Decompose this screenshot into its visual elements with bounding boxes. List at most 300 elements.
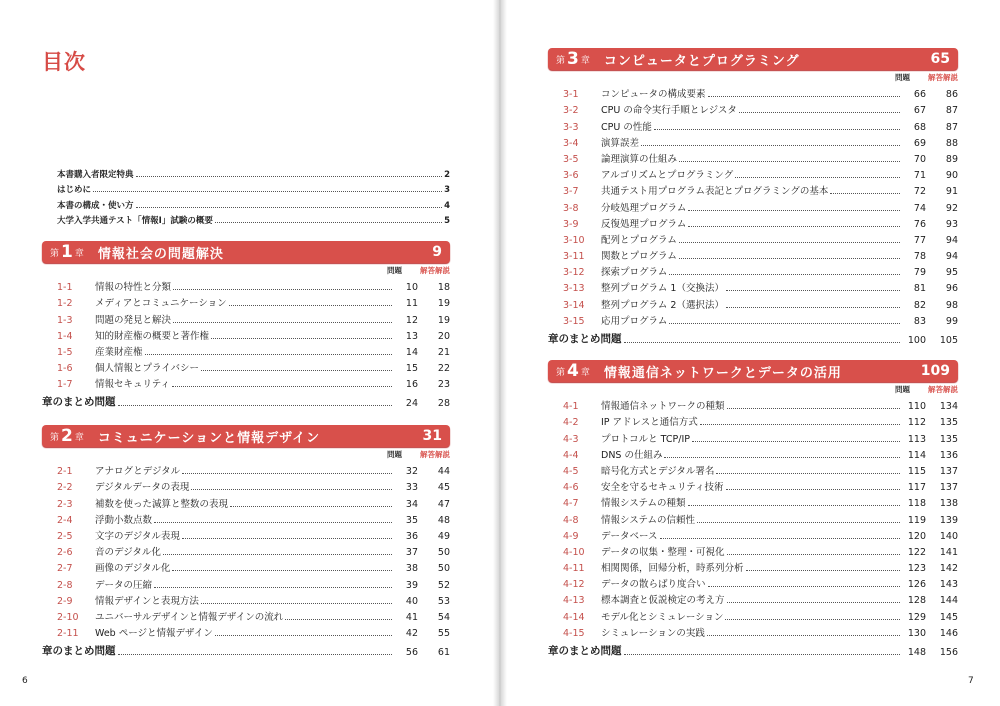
section-item[interactable] [548, 84, 958, 100]
section-title: コンピュータの構成要素 [601, 89, 706, 101]
dot-leader [688, 226, 900, 227]
dot-leader [700, 424, 900, 425]
section-number: 2-3 [57, 498, 73, 510]
section-number: 3-15 [563, 315, 585, 327]
section-item[interactable] [42, 510, 450, 526]
question-page: 110 [907, 401, 926, 413]
chapter-number: 1 [61, 242, 73, 262]
section-item[interactable] [548, 623, 958, 639]
answer-page: 49 [437, 530, 450, 542]
front-matter-page: 5 [444, 216, 450, 226]
front-matter-page: 4 [444, 200, 450, 211]
section-number: 1-2 [57, 298, 73, 310]
dot-leader [679, 258, 900, 259]
front-matter-label: 本書購入者限定特典 [57, 169, 134, 180]
section-title: プロトコルと TCP/IP [601, 433, 690, 445]
answer-page: 48 [437, 514, 450, 526]
chapter-header-bar[interactable] [548, 360, 958, 382]
question-page: 78 [913, 251, 926, 263]
answer-page: 52 [437, 579, 450, 591]
chapter-summary-item[interactable] [548, 639, 958, 658]
section-item[interactable] [548, 278, 958, 294]
section-number: 2-1 [57, 466, 73, 478]
section-item[interactable] [42, 493, 450, 509]
section-number: 3-6 [563, 170, 579, 182]
front-matter-label: 大学入学共通テスト「情報Ⅰ」試験の概要 [57, 216, 213, 226]
section-number: 2-9 [57, 595, 73, 607]
section-number: 3-7 [563, 186, 579, 198]
section-item[interactable] [548, 574, 958, 590]
section-title: アルゴリズムとプログラミング [601, 170, 734, 182]
answer-page: 146 [939, 627, 958, 639]
section-title: Web ページと情報デザイン [95, 628, 213, 640]
dot-leader [669, 323, 900, 324]
section-item[interactable] [42, 461, 450, 477]
section-number: 4-13 [563, 595, 585, 607]
chapter-summary-item[interactable] [42, 390, 450, 409]
section-title: 配列とプログラム [601, 234, 677, 246]
section-item[interactable] [42, 326, 450, 342]
answer-page: 139 [939, 514, 958, 526]
section-item[interactable] [548, 526, 958, 542]
answer-page: 22 [437, 363, 450, 375]
dot-leader [154, 587, 392, 588]
dot-leader [726, 307, 900, 308]
question-page: 39 [405, 579, 418, 591]
section-title: モデル化とシミュレーション [601, 611, 724, 623]
section-title: 知的財産権の概要と著作権 [95, 330, 210, 342]
section-title: CPU の命令実行手順とレジスタ [601, 105, 737, 117]
answer-page: 53 [437, 595, 450, 607]
dot-leader [708, 586, 900, 587]
section-number: 3-12 [563, 267, 585, 279]
column-headers [548, 382, 958, 396]
question-page: 128 [907, 595, 926, 607]
section-number: 3-14 [563, 299, 585, 311]
question-page: 67 [913, 105, 926, 117]
question-page: 113 [907, 433, 926, 445]
section-item[interactable] [548, 428, 958, 444]
section-item[interactable] [548, 558, 958, 574]
section-number: 3-2 [563, 105, 579, 117]
question-page: 70 [913, 153, 926, 165]
section-title: 情報システムの信頼性 [601, 514, 696, 526]
front-matter-item[interactable] [57, 195, 450, 211]
dot-leader [716, 473, 900, 474]
section-item[interactable] [548, 262, 958, 278]
answer-page: 54 [437, 611, 450, 623]
answer-page: 90 [945, 170, 958, 182]
answer-page: 23 [437, 379, 450, 391]
section-number: 3-9 [563, 218, 579, 230]
section-title: 整列プログラム 2（選択法） [601, 299, 724, 311]
section-item[interactable] [548, 230, 958, 246]
section-title: 標本調査と仮説検定の考え方 [601, 595, 725, 607]
section-number: 3-1 [563, 89, 579, 101]
section-title: 演算誤差 [601, 137, 640, 149]
summary-question-page: 24 [405, 398, 418, 410]
section-title: 暗号化方式とデジタル署名 [601, 465, 715, 477]
questions-column-label: 問題 [895, 384, 910, 394]
chapter-prefix: 第 [50, 248, 60, 259]
dot-leader [726, 489, 900, 490]
dot-leader [688, 505, 900, 506]
section-item[interactable] [548, 116, 958, 132]
section-item[interactable] [548, 311, 958, 327]
section-item[interactable] [548, 294, 958, 310]
section-number: 4-9 [563, 530, 579, 542]
section-title: 個人情報とプライバシー [95, 363, 200, 375]
question-page: 37 [405, 547, 418, 559]
section-number: 2-5 [57, 530, 73, 542]
chapter-2 [42, 425, 450, 658]
chapter-page: 109 [920, 363, 950, 379]
summary-answer-page: 105 [939, 334, 958, 346]
dot-leader [746, 570, 900, 571]
dot-leader [727, 554, 900, 555]
section-number: 1-6 [57, 363, 73, 375]
answer-page: 50 [437, 563, 450, 575]
chapter-prefix: 第 [556, 55, 566, 66]
section-number: 4-2 [563, 417, 579, 429]
chapter-suffix: 章 [580, 367, 590, 378]
questions-column-label: 問題 [387, 449, 402, 459]
section-title: シミュレーションの実践 [601, 627, 705, 639]
dot-leader [215, 222, 442, 223]
page-title: 目次 [42, 50, 86, 74]
chapter-suffix: 章 [580, 55, 590, 66]
section-number: 2-8 [57, 579, 73, 591]
answer-page: 136 [939, 449, 958, 461]
section-title: 情報セキュリティ [95, 379, 171, 391]
question-page: 16 [405, 379, 418, 391]
section-number: 4-10 [563, 546, 585, 558]
dot-leader [654, 129, 900, 130]
question-page: 122 [907, 546, 926, 558]
section-number: 4-4 [563, 449, 579, 461]
front-matter-item[interactable] [57, 164, 450, 180]
dot-leader [707, 635, 900, 636]
question-page: 79 [913, 267, 926, 279]
section-number: 3-10 [563, 234, 585, 246]
chapter-number: 2 [61, 426, 73, 446]
dot-leader [697, 522, 900, 523]
chapter-page: 65 [930, 51, 950, 67]
section-title: 反復処理プログラム [601, 218, 687, 230]
section-number: 1-4 [57, 330, 73, 342]
section-title: 関数とプログラム [601, 251, 677, 263]
summary-answer-page: 61 [437, 647, 450, 659]
question-page: 15 [405, 363, 418, 375]
answer-page: 142 [939, 563, 958, 575]
section-number: 4-15 [563, 627, 585, 639]
section-title: データの散らばり度合い [601, 579, 706, 591]
section-title: 産業財産権 [95, 346, 143, 358]
dot-leader [118, 654, 393, 655]
section-title: データの収集・整理・可視化 [601, 546, 725, 558]
question-page: 12 [405, 314, 418, 326]
section-item[interactable] [548, 133, 958, 149]
section-item[interactable] [42, 309, 450, 325]
section-title: アナログとデジタル [95, 466, 181, 478]
dot-leader [93, 191, 442, 192]
section-item[interactable] [548, 461, 958, 477]
section-item[interactable] [548, 606, 958, 622]
answer-page: 18 [437, 282, 450, 294]
question-page: 32 [405, 466, 418, 478]
section-number: 3-13 [563, 283, 585, 295]
section-number: 1-5 [57, 346, 73, 358]
section-item[interactable] [548, 246, 958, 262]
section-item[interactable] [42, 591, 450, 607]
dot-leader [172, 386, 392, 387]
section-item[interactable] [548, 197, 958, 213]
section-item[interactable] [548, 165, 958, 181]
answer-page: 55 [437, 628, 450, 640]
answer-page: 94 [945, 251, 958, 263]
section-title: 相関関係，回帰分析，時系列分析 [601, 563, 744, 575]
column-headers [42, 263, 450, 277]
question-page: 119 [907, 514, 926, 526]
section-item[interactable] [42, 293, 450, 309]
question-page: 34 [405, 498, 418, 510]
section-item[interactable] [548, 396, 958, 412]
answer-page: 89 [945, 153, 958, 165]
dot-leader [624, 654, 901, 655]
section-number: 2-4 [57, 514, 73, 526]
question-page: 74 [913, 202, 926, 214]
section-item[interactable] [548, 100, 958, 116]
dot-leader [735, 177, 900, 178]
front-matter-page: 3 [444, 185, 450, 195]
summary-label: 章のまとめ問題 [548, 644, 622, 657]
dot-leader [215, 635, 392, 636]
section-number: 4-3 [563, 433, 579, 445]
section-item[interactable] [42, 277, 450, 293]
question-page: 118 [907, 498, 926, 510]
section-item[interactable] [42, 374, 450, 390]
column-headers [548, 70, 958, 84]
chapter-summary-item[interactable] [548, 327, 958, 346]
book-gutter [493, 0, 507, 706]
section-item[interactable] [42, 477, 450, 493]
question-page: 72 [913, 186, 926, 198]
chapter-header-bar[interactable] [548, 48, 958, 70]
dot-leader [725, 619, 900, 620]
dot-leader [211, 338, 392, 339]
section-number: 2-6 [57, 547, 73, 559]
section-item[interactable] [548, 181, 958, 197]
section-title: デジタルデータの表現 [95, 482, 190, 494]
section-number: 3-3 [563, 121, 579, 133]
section-title: 文字のデジタル表現 [95, 530, 180, 542]
section-number: 3-8 [563, 202, 579, 214]
answer-page: 91 [945, 186, 958, 198]
answer-page: 98 [945, 299, 958, 311]
answer-page: 21 [437, 346, 450, 358]
answer-page: 138 [939, 498, 958, 510]
question-page: 82 [913, 299, 926, 311]
section-item[interactable] [42, 358, 450, 374]
answer-page: 137 [939, 465, 958, 477]
dot-leader [660, 538, 900, 539]
section-item[interactable] [548, 149, 958, 165]
page-number-right: 7 [968, 676, 974, 686]
section-number: 3-5 [563, 153, 579, 165]
dot-leader [708, 96, 900, 97]
section-title: ユニバーサルデザインと情報デザインの流れ [95, 611, 284, 623]
section-item[interactable] [548, 214, 958, 230]
section-item[interactable] [548, 477, 958, 493]
answer-page: 19 [437, 298, 450, 310]
question-page: 41 [405, 611, 418, 623]
section-number: 1-7 [57, 379, 73, 391]
question-page: 123 [907, 563, 926, 575]
question-page: 40 [405, 595, 418, 607]
section-item[interactable] [42, 526, 450, 542]
question-page: 120 [907, 530, 926, 542]
answers-column-label: 解答解説 [928, 384, 958, 394]
dot-leader [669, 274, 900, 275]
front-matter-item[interactable] [57, 211, 450, 227]
question-page: 42 [405, 628, 418, 640]
question-page: 115 [907, 465, 926, 477]
dot-leader [145, 354, 392, 355]
page-number-left: 6 [22, 676, 28, 686]
section-number: 1-1 [57, 282, 73, 294]
front-matter-page: 2 [444, 169, 450, 180]
section-number: 2-7 [57, 563, 73, 575]
dot-leader [830, 193, 900, 194]
question-page: 81 [913, 283, 926, 295]
dot-leader [163, 554, 392, 555]
summary-label: 章のまとめ問題 [548, 332, 622, 345]
answer-page: 20 [437, 330, 450, 342]
question-page: 35 [405, 514, 418, 526]
section-title: 情報デザインと表現方法 [95, 595, 199, 607]
dot-leader [118, 405, 393, 406]
section-title: IP アドレスと通信方式 [601, 417, 698, 429]
dot-leader [201, 603, 392, 604]
section-number: 1-3 [57, 314, 73, 326]
answer-page: 87 [945, 105, 958, 117]
section-title: 探索プログラム [601, 267, 668, 279]
answer-page: 135 [939, 417, 958, 429]
dot-leader [173, 322, 392, 323]
section-item[interactable] [548, 509, 958, 525]
dot-leader [641, 145, 900, 146]
section-title: 浮動小数点数 [95, 514, 153, 526]
dot-leader [173, 289, 392, 290]
answer-page: 94 [945, 234, 958, 246]
section-item[interactable] [42, 623, 450, 639]
chapter-summary-item[interactable] [42, 639, 450, 658]
chapter-header-bar[interactable] [42, 241, 450, 263]
dot-leader [182, 473, 392, 474]
answer-page: 95 [945, 267, 958, 279]
question-page: 114 [907, 449, 926, 461]
front-matter-item[interactable] [57, 180, 450, 196]
section-title: 共通テスト用プログラム表記とプログラミングの基本 [601, 186, 829, 198]
question-page: 126 [907, 579, 926, 591]
section-number: 4-7 [563, 498, 579, 510]
chapter-4 [548, 360, 958, 658]
section-title: データベース [601, 530, 658, 542]
section-item[interactable] [42, 558, 450, 574]
question-page: 13 [405, 330, 418, 342]
question-page: 66 [913, 89, 926, 101]
front-matter-label: 本書の構成・使い方 [57, 200, 134, 211]
section-number: 3-11 [563, 251, 585, 263]
chapter-page: 31 [422, 428, 442, 444]
section-item[interactable] [548, 590, 958, 606]
section-title: DNS の仕組み [601, 449, 663, 461]
answer-page: 44 [437, 466, 450, 478]
answer-page: 135 [939, 433, 958, 445]
section-item[interactable] [42, 607, 450, 623]
question-page: 33 [405, 482, 418, 494]
section-title: 分岐処理プログラム [601, 202, 687, 214]
section-title: 論理演算の仕組み [601, 153, 678, 165]
chapter-1 [42, 241, 450, 409]
section-item[interactable] [42, 342, 450, 358]
chapter-title: コンピュータとプログラミング [603, 53, 800, 69]
chapter-3 [548, 48, 958, 346]
chapter-title: 情報社会の問題解決 [97, 246, 224, 262]
answer-page: 50 [437, 547, 450, 559]
dot-leader [230, 506, 392, 507]
section-number: 2-10 [57, 611, 79, 623]
question-page: 76 [913, 218, 926, 230]
summary-answer-page: 28 [437, 398, 450, 410]
summary-question-page: 56 [405, 647, 418, 659]
question-page: 77 [913, 234, 926, 246]
section-item[interactable] [548, 445, 958, 461]
dot-leader [688, 210, 900, 211]
answer-page: 47 [437, 498, 450, 510]
section-item[interactable] [548, 542, 958, 558]
answers-column-label: 解答解説 [420, 265, 450, 275]
answer-page: 137 [939, 482, 958, 494]
section-item[interactable] [42, 542, 450, 558]
section-title: データの圧縮 [95, 579, 153, 591]
question-page: 11 [405, 298, 418, 310]
dot-leader [692, 441, 900, 442]
summary-question-page: 100 [907, 334, 926, 346]
section-title: メディアとコミュニケーション [95, 298, 227, 310]
answers-column-label: 解答解説 [420, 449, 450, 459]
chapter-suffix: 章 [74, 432, 84, 443]
section-number: 2-2 [57, 482, 73, 494]
dot-leader [136, 207, 443, 208]
section-item[interactable] [548, 412, 958, 428]
section-item[interactable] [548, 493, 958, 509]
chapter-number: 4 [567, 361, 579, 381]
section-item[interactable] [42, 574, 450, 590]
section-number: 4-12 [563, 579, 585, 591]
answer-page: 93 [945, 218, 958, 230]
dot-leader [229, 305, 392, 306]
section-title: 情報通信ネットワークの種類 [601, 401, 725, 413]
dot-leader [679, 242, 900, 243]
question-page: 68 [913, 121, 926, 133]
chapter-header-bar[interactable] [42, 425, 450, 447]
answer-page: 19 [437, 314, 450, 326]
section-title: 補数を使った減算と整数の表現 [95, 498, 229, 510]
dot-leader [624, 342, 901, 343]
chapter-prefix: 第 [556, 367, 566, 378]
chapter-title: 情報通信ネットワークとデータの活用 [603, 365, 842, 381]
